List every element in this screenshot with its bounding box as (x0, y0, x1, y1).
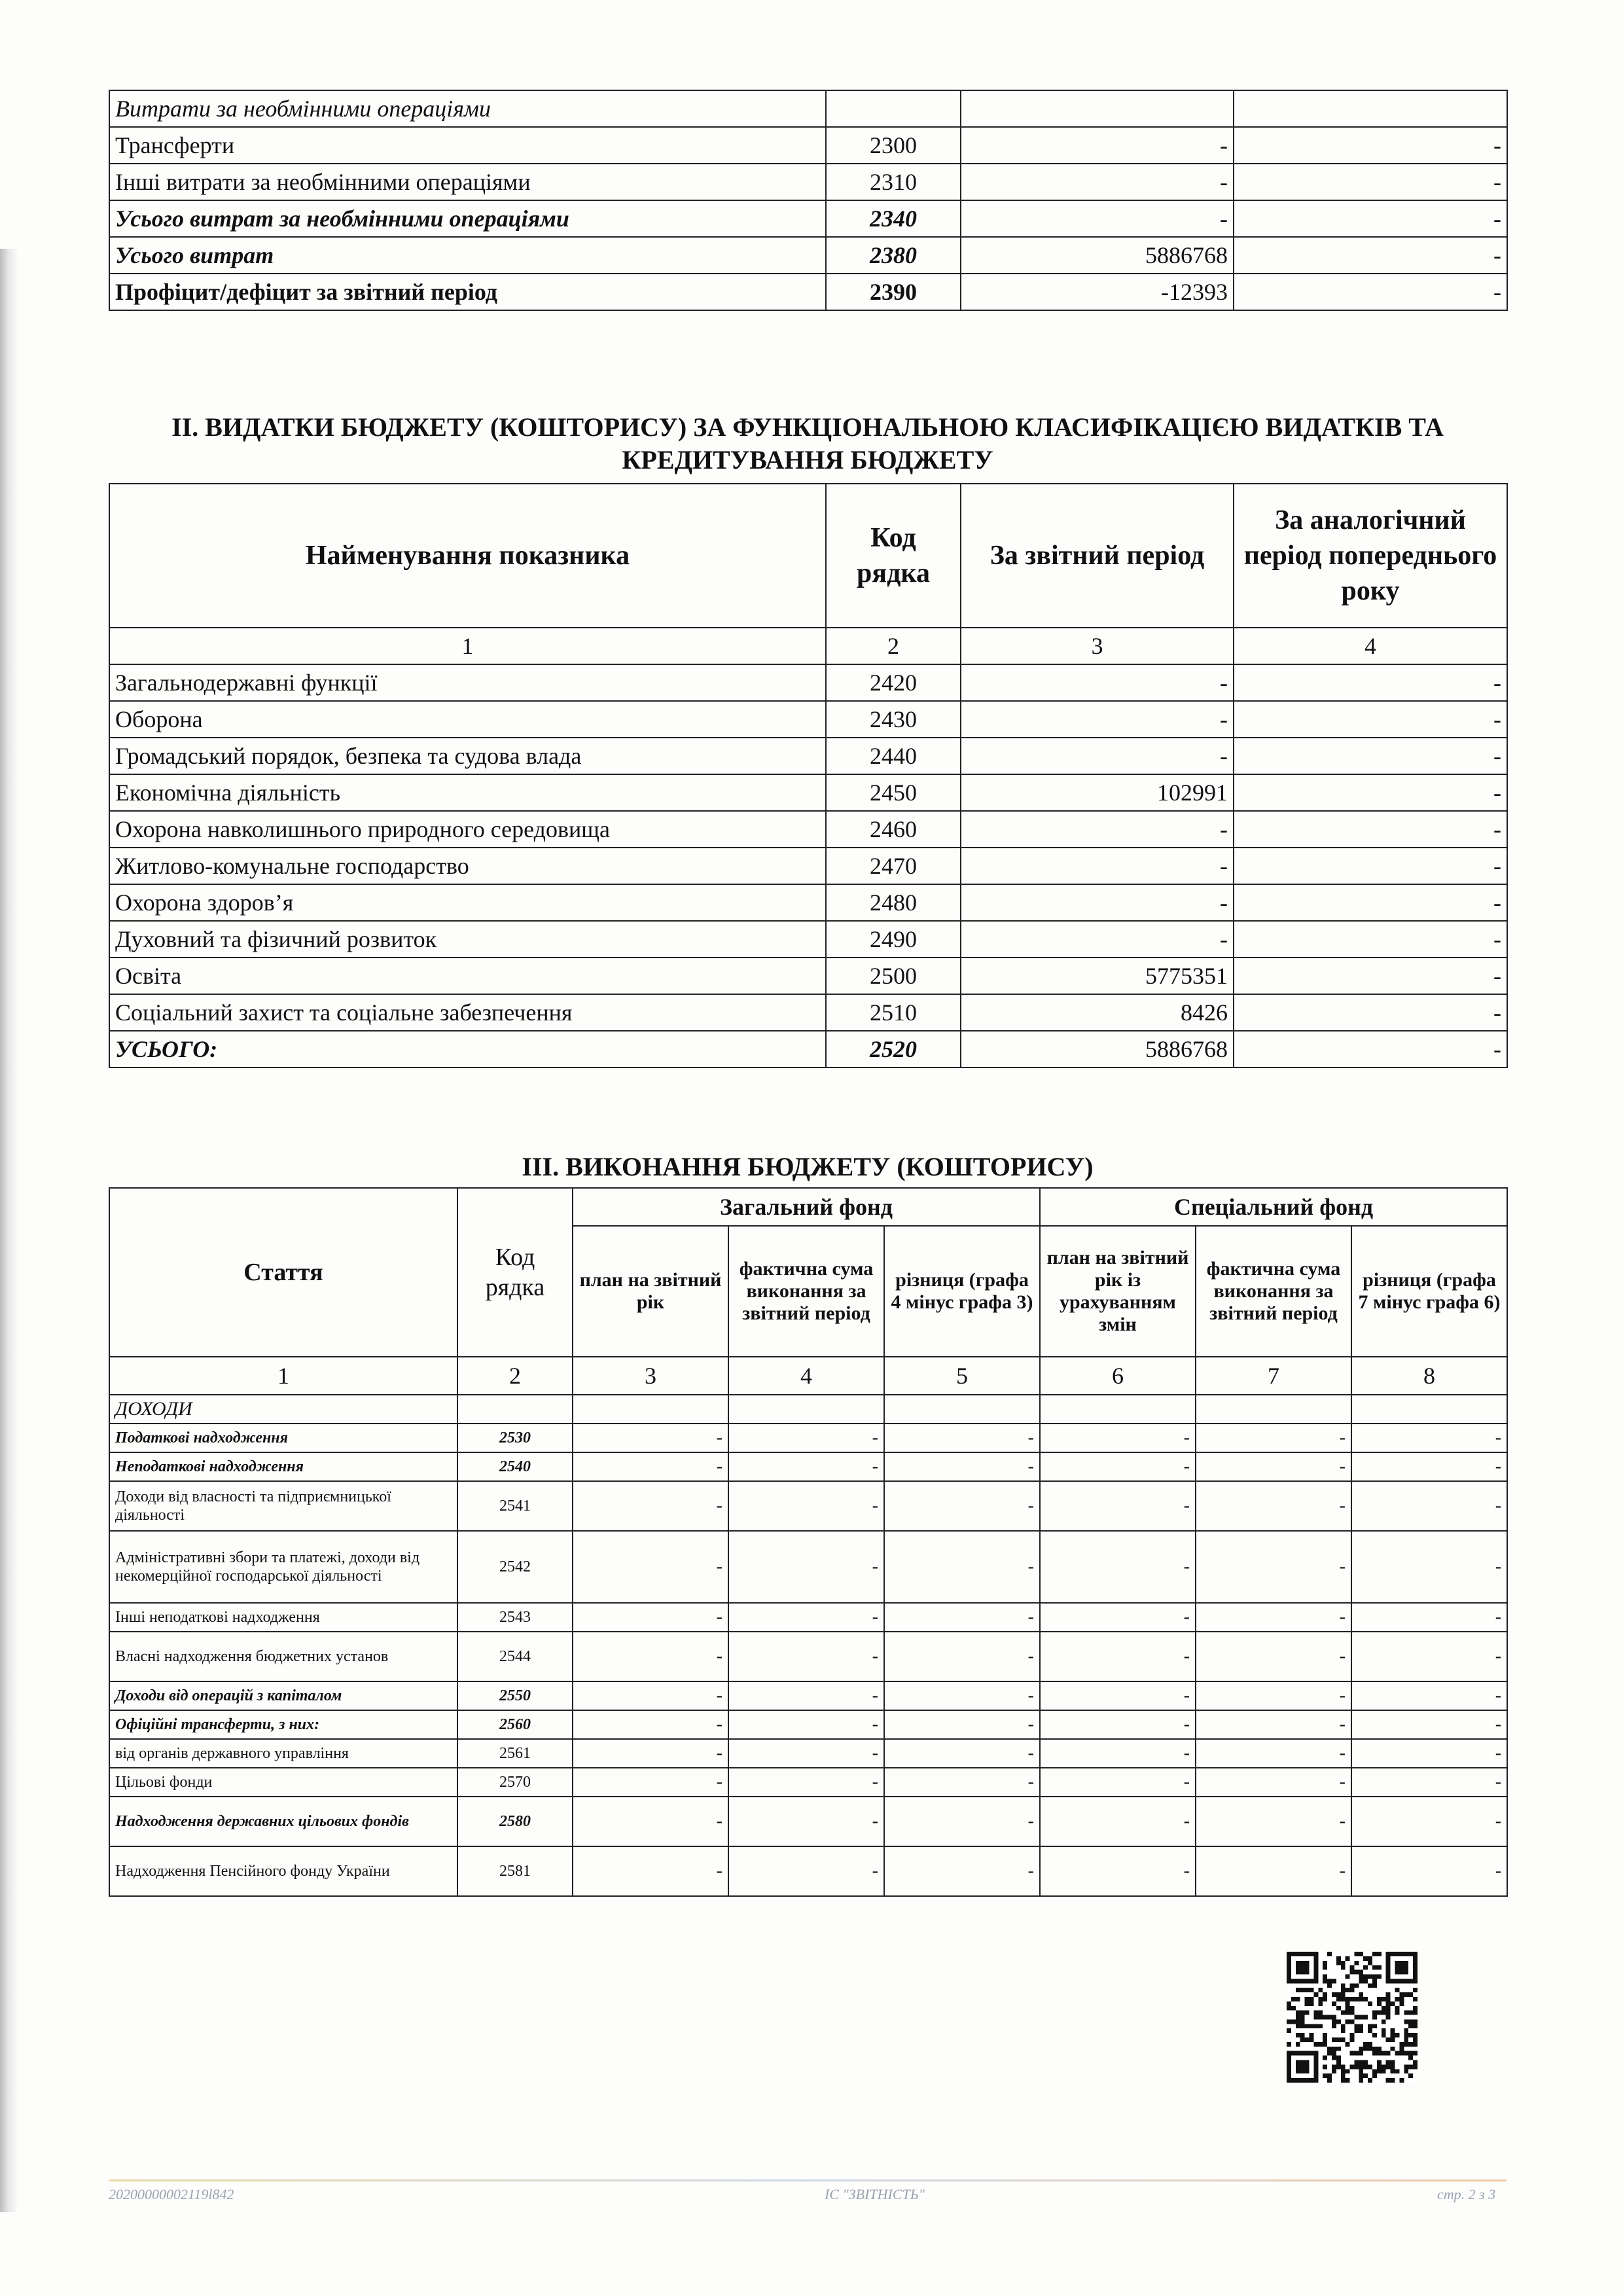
current-period-value: - (961, 848, 1234, 884)
expenses-summary-body (109, 90, 1507, 310)
row-value: - (728, 1710, 884, 1739)
row-code: 2310 (826, 164, 961, 200)
table-row (109, 1481, 1507, 1531)
row-value: - (1040, 1424, 1196, 1452)
row-name: Адміністративні збори та платежі, доходи від некомерційної господарської діяльності (109, 1531, 457, 1603)
row-value: - (884, 1632, 1040, 1681)
header-row-code: Код рядка (457, 1188, 573, 1357)
row-code: 2541 (457, 1481, 573, 1531)
previous-period-value: - (1234, 884, 1507, 921)
row-value: - (884, 1768, 1040, 1797)
row-value: - (728, 1632, 884, 1681)
current-period-value: - (961, 200, 1234, 237)
row-value: - (884, 1710, 1040, 1739)
row-value: - (573, 1739, 728, 1768)
row-code: 2450 (826, 774, 961, 811)
column-number-row (109, 1357, 1507, 1395)
row-name: Усього витрат за необмінними операціями (109, 200, 826, 237)
row-value: - (728, 1768, 884, 1797)
row-code: 2440 (826, 738, 961, 774)
row-value: - (728, 1797, 884, 1846)
row-value: - (884, 1603, 1040, 1632)
row-name: Соціальний захист та соціальне забезпечення (109, 994, 826, 1031)
table-row (109, 274, 1507, 310)
row-code: 2580 (457, 1797, 573, 1846)
row-name: Неподаткові надходження (109, 1452, 457, 1481)
row-value: - (728, 1681, 884, 1710)
row-value: - (884, 1681, 1040, 1710)
row-name: Профіцит/дефіцит за звітний період (109, 274, 826, 310)
current-period-value: 102991 (961, 774, 1234, 811)
row-value: - (1040, 1481, 1196, 1531)
header-previous-period: За аналогічний період попереднього року (1234, 484, 1507, 628)
previous-period-value: - (1234, 200, 1507, 237)
row-name: Інші неподаткові надходження (109, 1603, 457, 1632)
row-value: - (728, 1603, 884, 1632)
row-code (826, 90, 961, 127)
col-number: 1 (109, 1357, 457, 1395)
previous-period-value: - (1234, 958, 1507, 994)
row-value: - (573, 1768, 728, 1797)
row-value: - (1351, 1681, 1507, 1710)
row-name: Громадський порядок, безпека та судова влада (109, 738, 826, 774)
previous-period-value: - (1234, 237, 1507, 274)
row-value: - (1040, 1739, 1196, 1768)
row-value: - (1351, 1531, 1507, 1603)
table-row (109, 738, 1507, 774)
header-general-actual: фактична сума виконання за звітний період (728, 1226, 884, 1357)
row-value: - (884, 1481, 1040, 1531)
row-code: 2561 (457, 1739, 573, 1768)
row-code: 2510 (826, 994, 961, 1031)
row-value: - (1196, 1481, 1351, 1531)
row-value: - (728, 1846, 884, 1896)
row-value: - (1040, 1768, 1196, 1797)
row-value: - (1351, 1768, 1507, 1797)
row-value: - (1351, 1424, 1507, 1452)
current-period-value: - (961, 164, 1234, 200)
previous-period-value (1234, 90, 1507, 127)
current-period-value: -12393 (961, 274, 1234, 310)
row-value: - (1196, 1424, 1351, 1452)
total-previous-value: - (1234, 1031, 1507, 1067)
row-value: - (884, 1531, 1040, 1603)
row-code: 2500 (826, 958, 961, 994)
income-section-label: ДОХОДИ (109, 1395, 457, 1424)
col-number: 2 (457, 1357, 573, 1395)
row-value: - (884, 1452, 1040, 1481)
row-name: Оборона (109, 701, 826, 738)
current-period-value: - (961, 884, 1234, 921)
row-value: - (573, 1531, 728, 1603)
row-value: - (1351, 1452, 1507, 1481)
row-name: Надходження Пенсійного фонду України (109, 1846, 457, 1896)
row-value: - (1040, 1452, 1196, 1481)
empty-cell (1196, 1395, 1351, 1424)
table-row (109, 164, 1507, 200)
row-value: - (1351, 1710, 1507, 1739)
row-value: - (573, 1846, 728, 1896)
current-period-value: 5775351 (961, 958, 1234, 994)
row-value: - (728, 1424, 884, 1452)
current-period-value: - (961, 811, 1234, 848)
row-value: - (728, 1481, 884, 1531)
table-row (109, 664, 1507, 701)
table-row (109, 1739, 1507, 1768)
header-special-actual: фактична сума виконання за звітний період (1196, 1226, 1351, 1357)
table-row (109, 1681, 1507, 1710)
col-number: 8 (1351, 1357, 1507, 1395)
current-period-value: - (961, 738, 1234, 774)
table-row (109, 1632, 1507, 1681)
total-label: УСЬОГО: (109, 1031, 826, 1067)
col-number: 6 (1040, 1357, 1196, 1395)
row-value: - (1196, 1797, 1351, 1846)
table-row (109, 811, 1507, 848)
row-code: 2340 (826, 200, 961, 237)
col-number: 2 (826, 628, 961, 664)
current-period-value: - (961, 921, 1234, 958)
row-code: 2460 (826, 811, 961, 848)
previous-period-value: - (1234, 664, 1507, 701)
row-value: - (884, 1846, 1040, 1896)
previous-period-value: - (1234, 701, 1507, 738)
previous-period-value: - (1234, 127, 1507, 164)
row-value: - (1040, 1681, 1196, 1710)
table-row (109, 921, 1507, 958)
previous-period-value: - (1234, 994, 1507, 1031)
row-value: - (1196, 1768, 1351, 1797)
row-name: Охорона здоров’я (109, 884, 826, 921)
budget-execution-table (109, 1187, 1508, 1897)
table-row (109, 90, 1507, 127)
row-value: - (1351, 1846, 1507, 1896)
table-header-row (109, 1188, 1507, 1226)
row-value: - (1351, 1603, 1507, 1632)
row-code: 2470 (826, 848, 961, 884)
row-code: 2390 (826, 274, 961, 310)
total-code: 2520 (826, 1031, 961, 1067)
col-number: 7 (1196, 1357, 1351, 1395)
table-row (109, 774, 1507, 811)
header-general-plan: план на звітний рік (573, 1226, 728, 1357)
row-name: Духовний та фізичний розвиток (109, 921, 826, 958)
previous-period-value: - (1234, 921, 1507, 958)
footer-system-name: ІС "ЗВІТНІСТЬ" (825, 2186, 925, 2202)
expenses-summary-table (109, 90, 1508, 311)
row-code: 2480 (826, 884, 961, 921)
col-number: 4 (728, 1357, 884, 1395)
header-general-difference: різниця (графа 4 мінус графа 3) (884, 1226, 1040, 1357)
header-article: Стаття (109, 1188, 457, 1357)
table-row (109, 1797, 1507, 1846)
table-row (109, 994, 1507, 1031)
row-name: Житлово-комунальне господарство (109, 848, 826, 884)
row-name: Економічна діяльність (109, 774, 826, 811)
row-name: Загальнодержавні функції (109, 664, 826, 701)
qr-code-icon (1287, 1952, 1418, 2083)
row-value: - (884, 1424, 1040, 1452)
functional-classification-table (109, 483, 1508, 1068)
row-value: - (1351, 1632, 1507, 1681)
row-code: 2380 (826, 237, 961, 274)
row-value: - (1196, 1846, 1351, 1896)
row-name: Власні надходження бюджетних установ (109, 1632, 457, 1681)
current-period-value: 8426 (961, 994, 1234, 1031)
row-name: Інші витрати за необмінними операціями (109, 164, 826, 200)
section-3-title: III. ВИКОНАННЯ БЮДЖЕТУ (КОШТОРИСУ) (522, 1152, 1094, 1181)
row-value: - (573, 1424, 728, 1452)
row-value: - (728, 1452, 884, 1481)
empty-cell (1351, 1395, 1507, 1424)
header-row-code: Код рядка (826, 484, 961, 628)
current-period-value: - (961, 701, 1234, 738)
total-row (109, 1031, 1507, 1067)
budget-execution-body (109, 1188, 1507, 1896)
row-value: - (1196, 1632, 1351, 1681)
previous-period-value: - (1234, 774, 1507, 811)
table-header-row (109, 484, 1507, 628)
row-code: 2581 (457, 1846, 573, 1896)
section-2-title: II. ВИДАТКИ БЮДЖЕТУ (КОШТОРИСУ) ЗА ФУНКЦІОНАЛЬНОЮ КЛАСИФІКАЦІЄЮ ВИДАТКІВ ТА КРЕДИТУВАННЯ БЮДЖЕТУ (171, 412, 1444, 475)
row-name: Трансферти (109, 127, 826, 164)
row-value: - (573, 1452, 728, 1481)
row-value: - (1196, 1603, 1351, 1632)
header-current-period: За звітний період (961, 484, 1234, 628)
row-value: - (1351, 1739, 1507, 1768)
row-value: - (1196, 1452, 1351, 1481)
row-value: - (573, 1603, 728, 1632)
row-code: 2530 (457, 1424, 573, 1452)
col-number: 1 (109, 628, 826, 664)
row-value: - (1040, 1846, 1196, 1896)
row-value: - (1040, 1632, 1196, 1681)
row-name: Цільові фонди (109, 1768, 457, 1797)
income-section-row (109, 1395, 1507, 1424)
row-value: - (1040, 1710, 1196, 1739)
functional-classification-body (109, 484, 1507, 1067)
header-special-difference: різниця (графа 7 мінус графа 6) (1351, 1226, 1507, 1357)
row-value: - (1040, 1531, 1196, 1603)
footer-document-id: 20200000002119l842 (109, 2186, 234, 2202)
table-row (109, 1452, 1507, 1481)
row-code: 2542 (457, 1531, 573, 1603)
table-row (109, 1768, 1507, 1797)
header-special-fund: Спеціальний фонд (1040, 1188, 1507, 1226)
previous-period-value: - (1234, 738, 1507, 774)
row-name: Офіційні трансферти, з них: (109, 1710, 457, 1739)
row-value: - (1196, 1739, 1351, 1768)
row-name: Усього витрат (109, 237, 826, 274)
table-row (109, 958, 1507, 994)
table-row (109, 1424, 1507, 1452)
row-code: 2540 (457, 1452, 573, 1481)
empty-cell (728, 1395, 884, 1424)
row-value: - (573, 1481, 728, 1531)
previous-period-value: - (1234, 164, 1507, 200)
row-name: Надходження державних цільових фондів (109, 1797, 457, 1846)
footer-line (109, 2179, 1507, 2181)
row-code: 2430 (826, 701, 961, 738)
col-number: 3 (961, 628, 1234, 664)
row-code: 2544 (457, 1632, 573, 1681)
row-code: 2550 (457, 1681, 573, 1710)
row-name: Податкові надходження (109, 1424, 457, 1452)
row-name: Доходи від власності та підприємницької діяльності (109, 1481, 457, 1531)
header-general-fund: Загальний фонд (573, 1188, 1040, 1226)
row-code: 2570 (457, 1768, 573, 1797)
row-value: - (884, 1797, 1040, 1846)
row-name: від органів державного управління (109, 1739, 457, 1768)
empty-cell (884, 1395, 1040, 1424)
total-current-value: 5886768 (961, 1031, 1234, 1067)
empty-cell (573, 1395, 728, 1424)
table-row (109, 200, 1507, 237)
current-period-value (961, 90, 1234, 127)
row-value: - (728, 1531, 884, 1603)
current-period-value: - (961, 664, 1234, 701)
row-value: - (1040, 1603, 1196, 1632)
row-value: - (573, 1710, 728, 1739)
row-value: - (573, 1797, 728, 1846)
table-row (109, 1710, 1507, 1739)
previous-period-value: - (1234, 811, 1507, 848)
row-value: - (1196, 1681, 1351, 1710)
header-indicator-name: Найменування показника (109, 484, 826, 628)
col-number: 5 (884, 1357, 1040, 1395)
row-code: 2490 (826, 921, 961, 958)
previous-period-value: - (1234, 274, 1507, 310)
scan-edge-shadow (0, 249, 18, 2212)
row-value: - (1040, 1797, 1196, 1846)
previous-period-value: - (1234, 848, 1507, 884)
table-row (109, 848, 1507, 884)
table-row (109, 884, 1507, 921)
row-name: Освіта (109, 958, 826, 994)
row-value: - (1351, 1481, 1507, 1531)
col-number: 4 (1234, 628, 1507, 664)
current-period-value: 5886768 (961, 237, 1234, 274)
row-code: 2543 (457, 1603, 573, 1632)
table-row (109, 237, 1507, 274)
col-number: 3 (573, 1357, 728, 1395)
table-row (109, 701, 1507, 738)
row-code: 2420 (826, 664, 961, 701)
row-name: Витрати за необмінними операціями (109, 90, 826, 127)
row-value: - (728, 1739, 884, 1768)
table-row (109, 1846, 1507, 1896)
row-value: - (884, 1739, 1040, 1768)
row-code: 2300 (826, 127, 961, 164)
row-value: - (1351, 1797, 1507, 1846)
footer-page-number: стр. 2 з 3 (1437, 2186, 1496, 2202)
table-row (109, 1603, 1507, 1632)
current-period-value: - (961, 127, 1234, 164)
empty-cell (1040, 1395, 1196, 1424)
row-value: - (1196, 1531, 1351, 1603)
row-name: Доходи від операцій з капіталом (109, 1681, 457, 1710)
row-code: 2560 (457, 1710, 573, 1739)
row-value: - (1196, 1710, 1351, 1739)
table-row (109, 127, 1507, 164)
row-value: - (573, 1632, 728, 1681)
row-value: - (573, 1681, 728, 1710)
table-row (109, 1531, 1507, 1603)
header-special-plan: план на звітний рік із урахуванням змін (1040, 1226, 1196, 1357)
empty-cell (457, 1395, 573, 1424)
row-name: Охорона навколишнього природного середовища (109, 811, 826, 848)
column-number-row (109, 628, 1507, 664)
